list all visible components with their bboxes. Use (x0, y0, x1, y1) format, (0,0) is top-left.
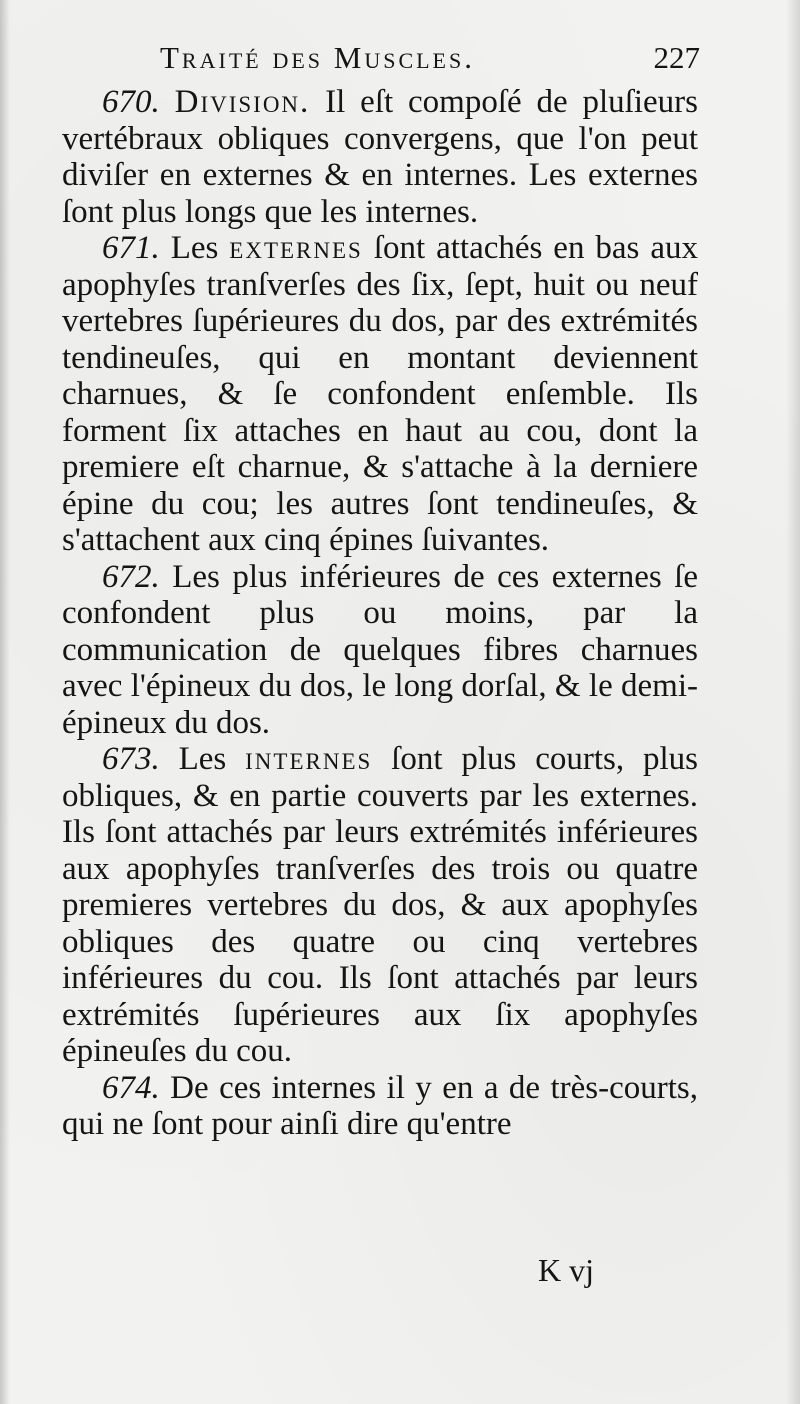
paragraph-text: ſont attachés en bas aux apophyſes tranſverſes des ſix, ſept, huit ou neuf vertebres ſupérieures du dos, par des extrémités tendineuſes, qui en montant deviennent charnues, & ſe confondent enſemble. Ils forment ſix attaches en haut au cou, dont la premiere eſt charnue, & s'attache à la derniere épine du cou; les autres ſont tendineuſes, & s'attachent aux cinq épines ſuivantes. (62, 230, 698, 558)
page-header (160, 40, 700, 84)
paragraph-keyword: internes (245, 741, 373, 777)
paragraph-lead: Les (159, 230, 230, 266)
body-text (62, 84, 698, 1143)
paragraph-number: 673. (102, 741, 160, 777)
paragraph-text: Il eſt compoſé de pluſieurs vertébraux obliques convergens, que l'on peut diviſer en externes & en internes. Les externes ſont plus longs que les internes. (62, 84, 698, 230)
paragraph-670 (62, 84, 698, 230)
paragraph-672 (62, 559, 698, 742)
paragraph-number: 674. (102, 1069, 160, 1106)
signature-mark: K vj (538, 1252, 594, 1288)
paragraph-text: De ces internes il y en a de très-courts, qui ne ſont pour ainſi dire qu'entre (62, 1069, 698, 1142)
paragraph-text: Les plus inférieures de ces externes ſe confondent plus ou moins, par la communication de quelques fibres charnues avec l'épineux du dos, le long dorſal, & le demi-épineux du dos. (62, 558, 698, 741)
paragraph-number: 672. (102, 558, 160, 595)
section-heading: Division. (174, 84, 311, 120)
page-edge-shadow (786, 0, 800, 1404)
paragraph-673 (62, 741, 698, 1070)
paragraph-671 (62, 230, 698, 559)
paragraph-text: ſont plus courts, plus obliques, & en partie couverts par les externes. Ils ſont attachés par leurs extrémités inférieures aux apophyſes tranſverſes des trois ou quatre premieres vertebres du dos, & aux apophyſes obliques des quatre ou cinq vertebres inférieures du cou. Ils ſont attachés par leurs extrémités ſupérieures aux ſix apophyſes épineuſes du cou. (62, 741, 698, 1069)
paragraph-lead: Les (159, 741, 246, 777)
paragraph-keyword: externes (229, 230, 363, 266)
page-gutter-shadow (0, 0, 10, 1404)
paragraph-number: 670. (102, 84, 160, 120)
running-title: Traité des Muscles. (160, 40, 475, 75)
paragraph-number: 671. (102, 230, 160, 266)
page-number: 227 (653, 40, 700, 75)
paragraph-674 (62, 1070, 698, 1143)
